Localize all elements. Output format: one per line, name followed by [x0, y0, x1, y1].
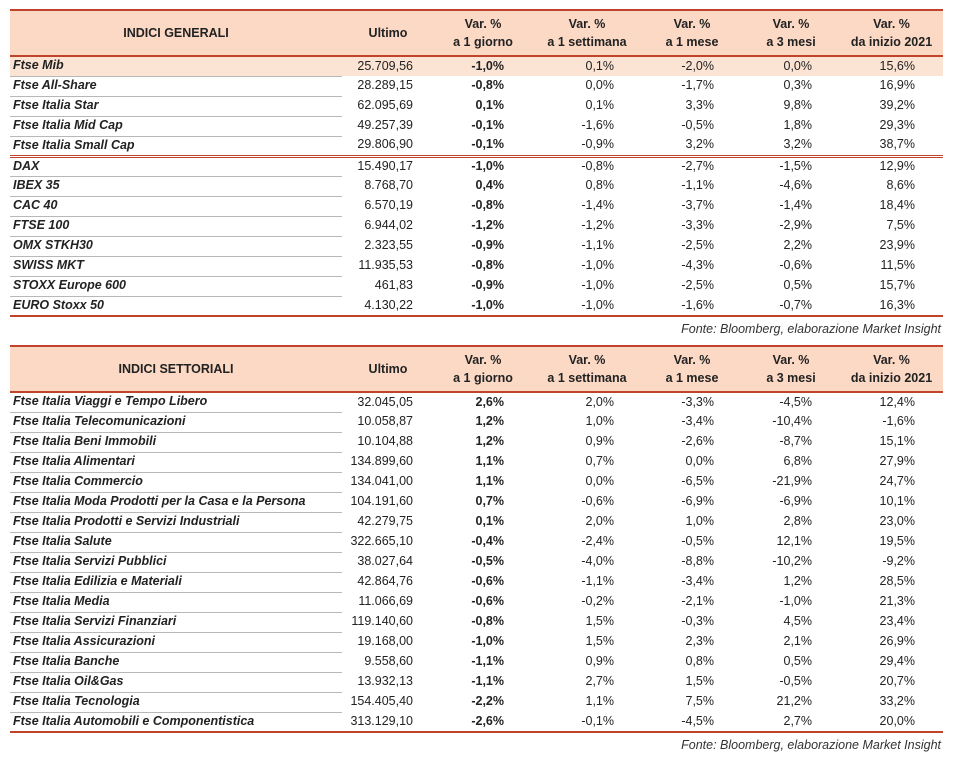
header-row [10, 10, 943, 56]
column-header-sublabel: da inizio 2021 [850, 371, 933, 385]
var-value: -1,4% [581, 198, 614, 213]
var-value: 20,0% [879, 713, 915, 728]
var-value: -1,2% [471, 218, 504, 233]
var-value: 20,7% [879, 674, 915, 689]
var-value: -9,2% [882, 554, 915, 569]
var-value: 0,5% [783, 654, 812, 669]
table-row [10, 532, 943, 552]
var-value: 15,1% [879, 434, 915, 449]
var-value: -4,3% [681, 258, 714, 273]
var-value: 26,9% [879, 634, 915, 649]
var-value: 7,5% [685, 694, 714, 709]
column-header-sublabel: a 1 mese [665, 371, 719, 385]
var-value: -0,5% [681, 118, 714, 133]
ultimo-value: 2.323,55 [364, 238, 413, 253]
var-value: -0,8% [532, 156, 642, 176]
var-value: 1,1% [475, 474, 504, 489]
var-value: 0,8% [585, 178, 614, 193]
header-row [10, 346, 943, 392]
ultimo-value: 42.279,75 [357, 514, 413, 529]
var-value: 39,2% [879, 98, 915, 113]
ultimo-value: 6.944,02 [364, 218, 413, 233]
var-value: 2,7% [783, 713, 812, 728]
table-row [10, 432, 943, 452]
column-header-sublabel: a 3 mesi [766, 371, 816, 385]
column-header-sublabel: a 1 giorno [453, 371, 513, 385]
index-name: Ftse Italia Mid Cap [10, 116, 342, 136]
ultimo-value: 11.066,69 [358, 594, 413, 609]
var-value: -2,6% [471, 713, 504, 728]
column-header-sublabel: a 1 giorno [453, 35, 513, 49]
column-header-var-3-mesi [742, 10, 840, 56]
index-name: Ftse Italia Media [10, 592, 342, 612]
table-row [10, 176, 943, 196]
var-value: -1,5% [742, 156, 840, 176]
column-header-var-1-giorno [434, 10, 532, 56]
table-row [10, 96, 943, 116]
column-header-ultimo [342, 346, 434, 392]
var-value: -1,1% [471, 654, 504, 669]
var-value: 1,2% [475, 434, 504, 449]
table-row [10, 652, 943, 672]
var-value: -6,5% [681, 474, 714, 489]
var-value: -1,6% [581, 118, 614, 133]
index-name: Ftse Italia Moda Prodotti per la Casa e la Persona [10, 492, 342, 512]
table-row [10, 116, 943, 136]
var-value: 9,8% [783, 98, 812, 113]
var-value: -6,9% [779, 494, 812, 509]
ultimo-value: 28.289,15 [357, 78, 413, 93]
ultimo-value: 25.709,56 [357, 58, 413, 73]
var-value: 12,9% [840, 156, 943, 176]
var-value: -0,3% [681, 614, 714, 629]
indici-settoriali-table [10, 345, 943, 733]
var-value: 16,9% [879, 78, 915, 93]
var-value: -0,8% [471, 258, 504, 273]
var-value: -1,0% [471, 58, 504, 73]
var-value: 15,6% [879, 58, 915, 73]
source-note: Fonte: Bloomberg, elaborazione Market Insight [681, 322, 941, 336]
var-value: -6,9% [681, 494, 714, 509]
ultimo-value: 6.570,19 [364, 198, 413, 213]
var-value: 8,6% [886, 178, 915, 193]
var-value: -3,4% [681, 574, 714, 589]
var-value: -1,0% [434, 156, 532, 176]
column-header-label: Var. % [772, 352, 810, 367]
var-value: 0,7% [475, 494, 504, 509]
var-value: -0,2% [581, 594, 614, 609]
table-row [10, 512, 943, 532]
var-value: 1,5% [585, 614, 614, 629]
table-row [10, 492, 943, 512]
index-name: Ftse Italia Banche [10, 652, 342, 672]
var-value: 0,9% [585, 654, 614, 669]
var-value: 33,2% [879, 694, 915, 709]
index-name: Ftse Italia Viaggi e Tempo Libero [10, 392, 342, 412]
index-name: Ftse Italia Prodotti e Servizi Industriali [10, 512, 342, 532]
index-name: Ftse Italia Servizi Pubblici [10, 552, 342, 572]
index-name: Ftse All-Share [10, 76, 342, 96]
ultimo-value: 11.935,53 [358, 258, 413, 273]
var-value: 0,9% [585, 434, 614, 449]
var-value: 29,4% [879, 654, 915, 669]
var-value: -1,0% [581, 297, 614, 312]
var-value: -3,7% [681, 198, 714, 213]
var-value: -1,0% [779, 594, 812, 609]
var-value: -4,0% [581, 554, 614, 569]
var-value: 23,4% [879, 614, 915, 629]
var-value: 3,3% [685, 98, 714, 113]
index-name: OMX STKH30 [10, 236, 342, 256]
table-title: INDICI SETTORIALI [10, 346, 342, 392]
table-row [10, 552, 943, 572]
var-value: 0,7% [585, 454, 614, 469]
column-header-ultimo [342, 10, 434, 56]
index-name: CAC 40 [10, 196, 342, 216]
table-row [10, 452, 943, 472]
var-value: 12,1% [776, 534, 812, 549]
table-row [10, 672, 943, 692]
var-value: -0,7% [779, 297, 812, 312]
var-value: 28,5% [879, 574, 915, 589]
var-value: 38,7% [879, 137, 915, 152]
column-header-var-1-mese [642, 10, 742, 56]
column-header-sublabel: a 3 mesi [766, 35, 816, 49]
var-value: -0,6% [779, 258, 812, 273]
var-value: 3,2% [783, 137, 812, 152]
table-row [10, 692, 943, 712]
var-value: -0,1% [471, 118, 504, 133]
column-header-label: Var. % [873, 352, 910, 367]
var-value: -2,4% [581, 534, 614, 549]
var-value: 0,5% [783, 278, 812, 293]
var-value: -0,9% [471, 238, 504, 253]
ultimo-value: 134.041,00 [350, 474, 413, 489]
var-value: 2,7% [585, 674, 614, 689]
var-value: 18,4% [879, 198, 915, 213]
ultimo-value: 461,83 [374, 278, 413, 293]
column-header-var-1-settimana [532, 10, 642, 56]
var-value: 1,2% [475, 414, 504, 429]
var-value: 1,1% [585, 694, 614, 709]
var-value: 0,1% [585, 58, 614, 73]
ultimo-value: 38.027,64 [357, 554, 413, 569]
var-value: 0,0% [585, 78, 614, 93]
index-name: Ftse Italia Alimentari [10, 452, 342, 472]
var-value: -8,8% [681, 554, 714, 569]
var-value: -0,6% [581, 494, 614, 509]
index-name: Ftse Italia Edilizia e Materiali [10, 572, 342, 592]
table-row [10, 276, 943, 296]
table-row [10, 632, 943, 652]
ultimo-value: 62.095,69 [357, 98, 413, 113]
var-value: -0,6% [471, 574, 504, 589]
column-header-var-1-settimana [532, 346, 642, 392]
var-value: -1,0% [581, 258, 614, 273]
var-value: 0,1% [475, 514, 504, 529]
var-value: -0,8% [471, 198, 504, 213]
var-value: 29,3% [879, 118, 915, 133]
ultimo-value: 13.932,13 [357, 674, 413, 689]
var-value: -0,1% [581, 713, 614, 728]
var-value: -1,1% [581, 238, 614, 253]
var-value: 12,4% [879, 394, 915, 409]
var-value: -3,3% [681, 218, 714, 233]
var-value: -1,0% [581, 278, 614, 293]
index-name: Ftse Italia Beni Immobili [10, 432, 342, 452]
table-row [10, 236, 943, 256]
var-value: -1,1% [681, 178, 714, 193]
var-value: -1,6% [681, 297, 714, 312]
index-name: Ftse Mib [10, 56, 342, 76]
ultimo-value: 10.104,88 [357, 434, 413, 449]
var-value: 0,8% [685, 654, 714, 669]
ultimo-value: 32.045,05 [357, 394, 413, 409]
table-row [10, 412, 943, 432]
column-header-label: Var. % [772, 16, 810, 31]
index-name: Ftse Italia Tecnologia [10, 692, 342, 712]
var-value: -1,0% [471, 634, 504, 649]
var-value: 0,0% [585, 474, 614, 489]
var-value: -2,5% [681, 278, 714, 293]
column-header-label: Ultimo [368, 361, 408, 376]
var-value: -1,4% [779, 198, 812, 213]
var-value: 15,7% [879, 278, 915, 293]
index-name: Ftse Italia Salute [10, 532, 342, 552]
table-row [10, 572, 943, 592]
var-value: 6,8% [783, 454, 812, 469]
var-value: -2,7% [642, 156, 742, 176]
var-value: -1,7% [681, 78, 714, 93]
table-row [10, 56, 943, 76]
column-header-sublabel: da inizio 2021 [850, 35, 933, 49]
var-value: -10,2% [772, 554, 812, 569]
index-name: IBEX 35 [10, 176, 342, 196]
index-name: Ftse Italia Assicurazioni [10, 632, 342, 652]
table-row [10, 256, 943, 276]
ultimo-value: 313.129,10 [350, 713, 413, 728]
var-value: -2,6% [681, 434, 714, 449]
column-header-var-1-mese [642, 346, 742, 392]
var-value: 7,5% [886, 218, 915, 233]
var-value: 23,9% [879, 238, 915, 253]
column-header-var-da-inizio-2021 [840, 346, 943, 392]
var-value: -0,4% [471, 534, 504, 549]
var-value: -4,5% [779, 394, 812, 409]
column-header-sublabel: a 1 settimana [547, 371, 627, 385]
var-value: -1,2% [581, 218, 614, 233]
ultimo-value: 10.058,87 [357, 414, 413, 429]
var-value: -0,6% [471, 594, 504, 609]
var-value: -0,8% [471, 78, 504, 93]
var-value: -3,3% [681, 394, 714, 409]
var-value: -21,9% [772, 474, 812, 489]
var-value: -2,2% [471, 694, 504, 709]
var-value: 23,0% [879, 514, 915, 529]
column-header-label: Var. % [568, 16, 606, 31]
var-value: 3,2% [685, 137, 714, 152]
var-value: 2,8% [783, 514, 812, 529]
table-row [10, 196, 943, 216]
var-value: 1,1% [475, 454, 504, 469]
table-row [10, 216, 943, 236]
var-value: 2,6% [475, 394, 504, 409]
table-row [10, 76, 943, 96]
var-value: -4,5% [681, 713, 714, 728]
var-value: 2,0% [585, 394, 614, 409]
ultimo-value: 134.899,60 [350, 454, 413, 469]
var-value: -10,4% [772, 414, 812, 429]
index-name: FTSE 100 [10, 216, 342, 236]
ultimo-value: 154.405,40 [350, 694, 413, 709]
var-value: 0,3% [783, 78, 812, 93]
index-name: Ftse Italia Telecomunicazioni [10, 412, 342, 432]
column-header-label: Var. % [464, 16, 502, 31]
var-value: 19,5% [879, 534, 915, 549]
column-header-label: Var. % [568, 352, 606, 367]
var-value: 21,2% [776, 694, 812, 709]
var-value: -0,5% [681, 534, 714, 549]
var-value: 1,5% [685, 674, 714, 689]
table-row [10, 712, 943, 732]
column-header-var-da-inizio-2021 [840, 10, 943, 56]
index-name: Ftse Italia Small Cap [10, 136, 342, 156]
column-header-var-1-giorno [434, 346, 532, 392]
var-value: 0,0% [685, 454, 714, 469]
var-value: -2,5% [681, 238, 714, 253]
index-name: Ftse Italia Oil&Gas [10, 672, 342, 692]
var-value: -1,1% [581, 574, 614, 589]
index-name: DAX [10, 156, 342, 176]
ultimo-value: 8.768,70 [364, 178, 413, 193]
table-title: INDICI GENERALI [10, 10, 342, 56]
var-value: -0,5% [471, 554, 504, 569]
ultimo-value: 19.168,00 [357, 634, 413, 649]
var-value: 1,2% [783, 574, 812, 589]
var-value: -1,1% [471, 674, 504, 689]
index-name: Ftse Italia Automobili e Componentistica [10, 712, 342, 732]
column-header-var-3-mesi [742, 346, 840, 392]
var-value: -0,9% [581, 137, 614, 152]
var-value: -0,5% [779, 674, 812, 689]
var-value: 16,3% [879, 297, 915, 312]
var-value: 10,1% [879, 494, 915, 509]
table-row [10, 592, 943, 612]
ultimo-value: 104.191,60 [350, 494, 413, 509]
ultimo-value: 49.257,39 [357, 118, 413, 133]
var-value: 24,7% [879, 474, 915, 489]
var-value: 27,9% [879, 454, 915, 469]
var-value: -4,6% [779, 178, 812, 193]
var-value: 0,0% [783, 58, 812, 73]
var-value: 2,2% [783, 238, 812, 253]
var-value: 2,3% [685, 634, 714, 649]
var-value: 11,5% [880, 258, 915, 273]
ultimo-value: 4.130,22 [364, 297, 413, 312]
index-name: Ftse Italia Star [10, 96, 342, 116]
table-row [10, 612, 943, 632]
column-header-label: Var. % [673, 352, 711, 367]
var-value: -2,0% [681, 58, 714, 73]
index-name: Ftse Italia Commercio [10, 472, 342, 492]
ultimo-value: 42.864,76 [357, 574, 413, 589]
ultimo-value: 9.558,60 [364, 654, 413, 669]
table-row [10, 472, 943, 492]
var-value: 4,5% [783, 614, 812, 629]
var-value: -8,7% [779, 434, 812, 449]
ultimo-value: 322.665,10 [350, 534, 413, 549]
var-value: -3,4% [681, 414, 714, 429]
var-value: 2,0% [585, 514, 614, 529]
index-name: SWISS MKT [10, 256, 342, 276]
index-name: Ftse Italia Servizi Finanziari [10, 612, 342, 632]
var-value: 2,1% [783, 634, 812, 649]
ultimo-value: 29.806,90 [357, 137, 413, 152]
ultimo-value: 119.140,60 [351, 614, 413, 629]
var-value: -2,9% [779, 218, 812, 233]
table-row [10, 156, 943, 176]
column-header-label: Var. % [873, 16, 910, 31]
source-note: Fonte: Bloomberg, elaborazione Market Insight [681, 738, 941, 752]
var-value: 21,3% [879, 594, 915, 609]
var-value: 1,0% [585, 414, 614, 429]
ultimo-value: 15.490,17 [342, 156, 434, 176]
var-value: 0,1% [585, 98, 614, 113]
var-value: -2,1% [681, 594, 714, 609]
index-name: STOXX Europe 600 [10, 276, 342, 296]
var-value: -1,6% [882, 414, 915, 429]
var-value: -0,8% [471, 614, 504, 629]
table-row [10, 296, 943, 316]
column-header-sublabel: a 1 settimana [547, 35, 627, 49]
column-header-sublabel: a 1 mese [665, 35, 719, 49]
column-header-label: Ultimo [368, 25, 408, 40]
var-value: -1,0% [471, 297, 504, 312]
indici-generali-table [10, 9, 943, 317]
var-value: -0,1% [471, 137, 504, 152]
var-value: 1,8% [783, 118, 812, 133]
index-name: EURO Stoxx 50 [10, 296, 342, 316]
var-value: 0,1% [475, 98, 504, 113]
var-value: 1,0% [685, 514, 714, 529]
var-value: -0,9% [471, 278, 504, 293]
column-header-label: Var. % [464, 352, 502, 367]
column-header-label: Var. % [673, 16, 711, 31]
table-row [10, 136, 943, 156]
var-value: 1,5% [585, 634, 614, 649]
table-row [10, 392, 943, 412]
var-value: 0,4% [475, 178, 504, 193]
